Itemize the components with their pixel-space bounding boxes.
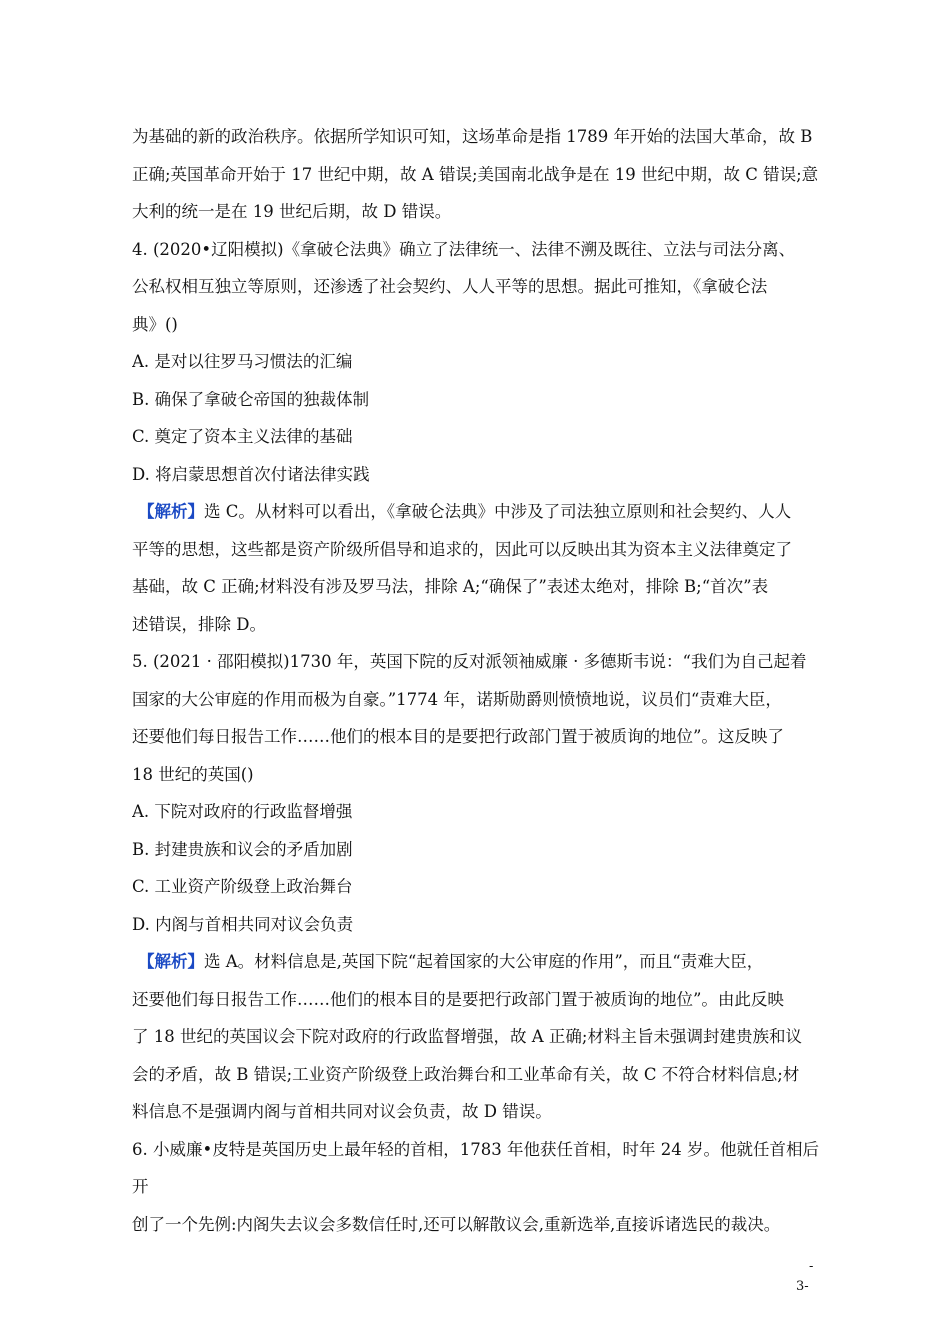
question-5-option-b: B. 封建贵族和议会的矛盾加剧 [132,839,353,859]
question-5-option-a: A. 下院对政府的行政监督增强 [132,802,353,821]
text-line: 大利的统一是在 19 世纪后期，故 D 错误。 [132,202,452,221]
analysis-text: 选 A。材料信息是,英国下院“起着国家的大公审庭的作用”，而且“责难大臣， [204,952,764,971]
question-5-option-c: C. 工业资产阶级登上政治舞台 [132,877,353,896]
question-5-analysis-line: 了 18 世纪的英国议会下院对政府的行政监督增强，故 A 正确;材料主旨未强调封建贵族和议 [132,1027,802,1046]
page-number: 3- [796,1279,809,1294]
question-5-analysis-line: 还要他们每日报告工作……他们的根本目的是要把行政部门置于被质询的地位”。由此反映 [132,989,784,1009]
question-4-analysis-line [132,493,822,531]
text-line: 正确;英国革命开始于 17 世纪中期，故 A 错误;美国南北战争是在 19 世纪中期，故 C 错误;意 [132,164,819,184]
analysis-tag: 【解析】 [138,952,204,971]
question-5-stem-line: 5. (2021 · 邵阳模拟)1730 年，英国下院的反对派领袖威廉 · 多德斯韦说：“我们为自己起着 [132,652,807,671]
question-4-stem-line: 公私权相互独立等原则，还渗透了社会契约、人人平等的思想。据此可推知，《拿破仑法 [132,277,768,296]
question-6-stem-line: 6. 小威廉•皮特是英国历史上最年轻的首相，1783 年他获任首相，时年 24 岁。他就任首相后 [132,1139,819,1159]
question-5-stem-line: 18 世纪的英国() [132,764,254,784]
question-5-stem-line: 国家的大公审庭的作用而极为自豪。”1774 年，诺斯勋爵则愤愤地说，议员们“责难大臣， [132,689,782,709]
page-number-dash: - [809,1259,814,1274]
text-line: 为基础的新的政治秩序。依据所学知识可知，这场革命是指 1789 年开始的法国大革命，故 B [132,127,813,146]
question-5-stem-line: 还要他们每日报告工作……他们的根本目的是要把行政部门置于被质询的地位”。这反映了 [132,727,784,746]
question-4-option-a: A. 是对以往罗马习惯法的汇编 [132,352,353,371]
question-5-analysis-line: 料信息不是强调内阁与首相共同对议会负责，故 D 错误。 [132,1102,552,1121]
question-6-stem-line: 创了一个先例:内阁失去议会多数信任时,还可以解散议会,重新选举,直接诉诸选民的裁决。 [132,1214,781,1234]
analysis-text: 选 C。从材料可以看出，《拿破仑法典》中涉及了司法独立原则和社会契约、人人 [204,502,792,521]
question-4-analysis-line: 述错误，排除 D。 [132,614,266,634]
question-4-option-b: B. 确保了拿破仑帝国的独裁体制 [132,389,370,409]
question-4-option-c: C. 奠定了资本主义法律的基础 [132,427,353,446]
question-4-analysis-line: 基础，故 C 正确;材料没有涉及罗马法，排除 A;“确保了”表述太绝对，排除 B;“首次”表 [132,577,769,596]
question-5-analysis-line [132,943,822,981]
question-6-stem-line: 开 [132,1177,149,1196]
question-4-stem-line: 典》() [132,314,178,334]
question-5-analysis-line: 会的矛盾，故 B 错误;工业资产阶级登上政治舞台和工业革命有关，故 C 不符合材料信息;材 [132,1064,800,1084]
page-content [132,118,822,1243]
analysis-tag: 【解析】 [138,502,204,521]
question-4-option-d: D. 将启蒙思想首次付诸法律实践 [132,464,370,484]
question-5-option-d: D. 内阁与首相共同对议会负责 [132,914,354,934]
question-4-analysis-line: 平等的思想，这些都是资产阶级所倡导和追求的，因此可以反映出其为资本主义法律奠定了 [132,539,792,559]
question-4-stem-line: 4. (2020•辽阳模拟)《拿破仑法典》确立了法律统一、法律不溯及既往、立法与司法分离、 [132,239,796,259]
